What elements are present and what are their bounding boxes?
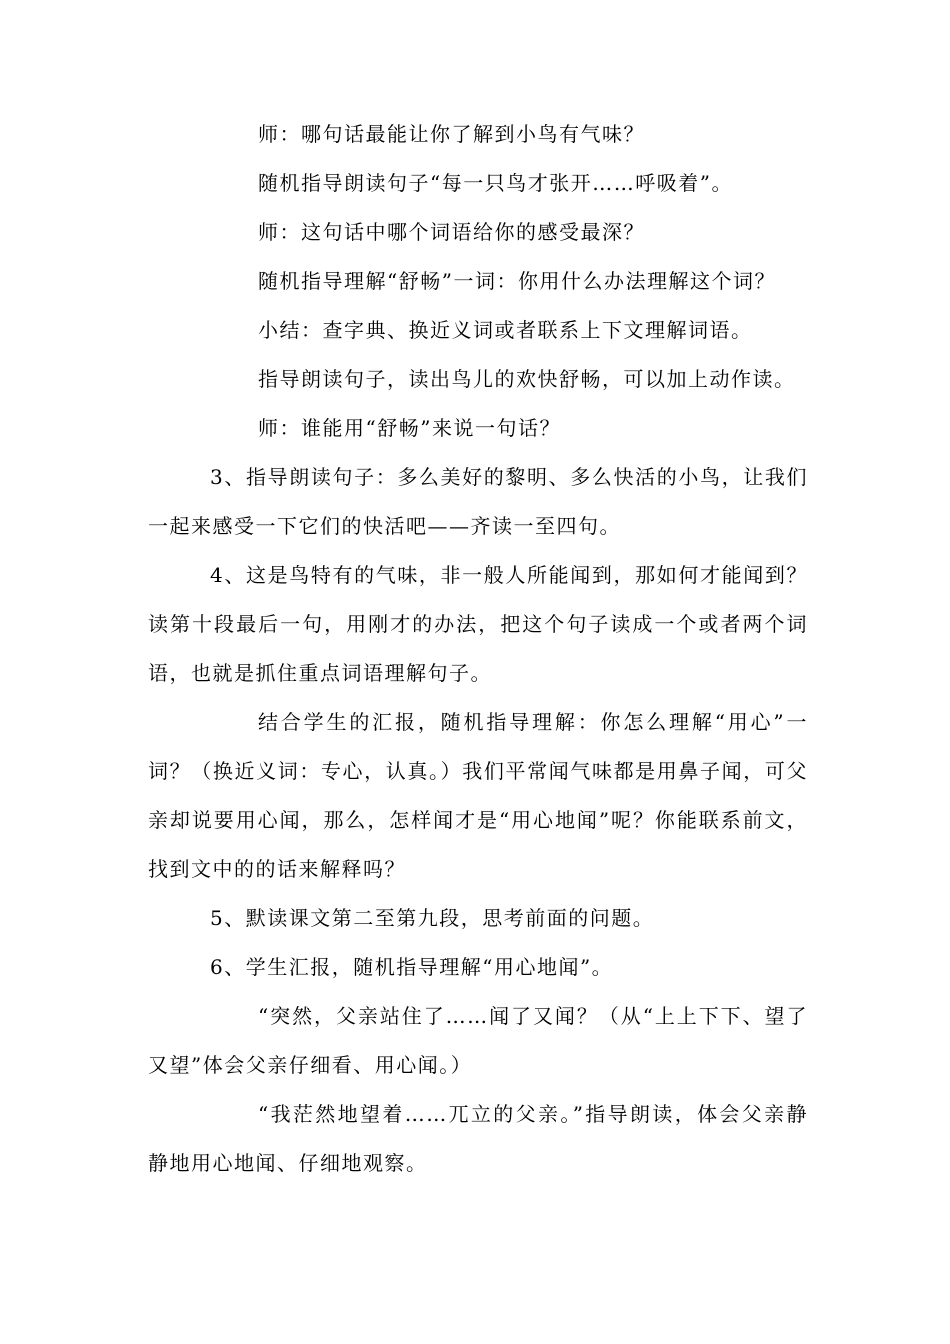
paragraph-teacher-question-3: 师：谁能用“舒畅”来说一句话？: [258, 416, 561, 440]
paragraph-step-4: 4、这是鸟特有的气味，非一般人所能闻到，那如何才能闻到？读第十段最后一句，用刚才的办法，把这个句子读成一个或者两个词语，也就是抓住重点词语理解句子。: [148, 563, 808, 685]
paragraph-step-6: 6、学生汇报，随机指导理解“用心地闻”。: [210, 955, 614, 979]
paragraph-guided-reading-2: 指导朗读句子，读出鸟儿的欢快舒畅，可以加上动作读。: [258, 367, 796, 391]
paragraph-guided-reading-1: 随机指导朗读句子“每一只鸟才张开……呼吸着”。: [258, 171, 733, 195]
paragraph-summary: 小结：查字典、换近义词或者联系上下文理解词语。: [258, 318, 753, 342]
paragraph-quote-1: “突然，父亲站住了……闻了又闻？（从“上上下下、望了又望”体会父亲仔细看、用心闻。）: [148, 1004, 808, 1077]
paragraph-step-3: 3、指导朗读句子：多么美好的黎明、多么快活的小鸟，让我们一起来感受一下它们的快活吧——齐读一至四句。: [148, 465, 808, 538]
paragraph-teacher-question-2: 师：这句话中哪个词语给你的感受最深？: [258, 220, 645, 244]
paragraph-step-5: 5、默读课文第二至第九段，思考前面的问题。: [210, 906, 655, 930]
paragraph-teacher-question-1: 师：哪句话最能让你了解到小鸟有气味？: [258, 122, 645, 146]
paragraph-word-understanding: 随机指导理解“舒畅”一词：你用什么办法理解这个词？: [258, 269, 776, 293]
paragraph-student-report: 结合学生的汇报，随机指导理解：你怎么理解“用心”一词？（换近义词：专心，认真。）我们平常闻气味都是用鼻子闻，可父亲却说要用心闻，那么，怎样闻才是“用心地闻”呢？你能联系前文，找到文中的的话来解释吗？: [148, 710, 808, 881]
document-body: [148, 110, 808, 1188]
paragraph-quote-2: “我茫然地望着……兀立的父亲。”指导朗读，体会父亲静静地用心地闻、仔细地观察。: [148, 1102, 808, 1175]
